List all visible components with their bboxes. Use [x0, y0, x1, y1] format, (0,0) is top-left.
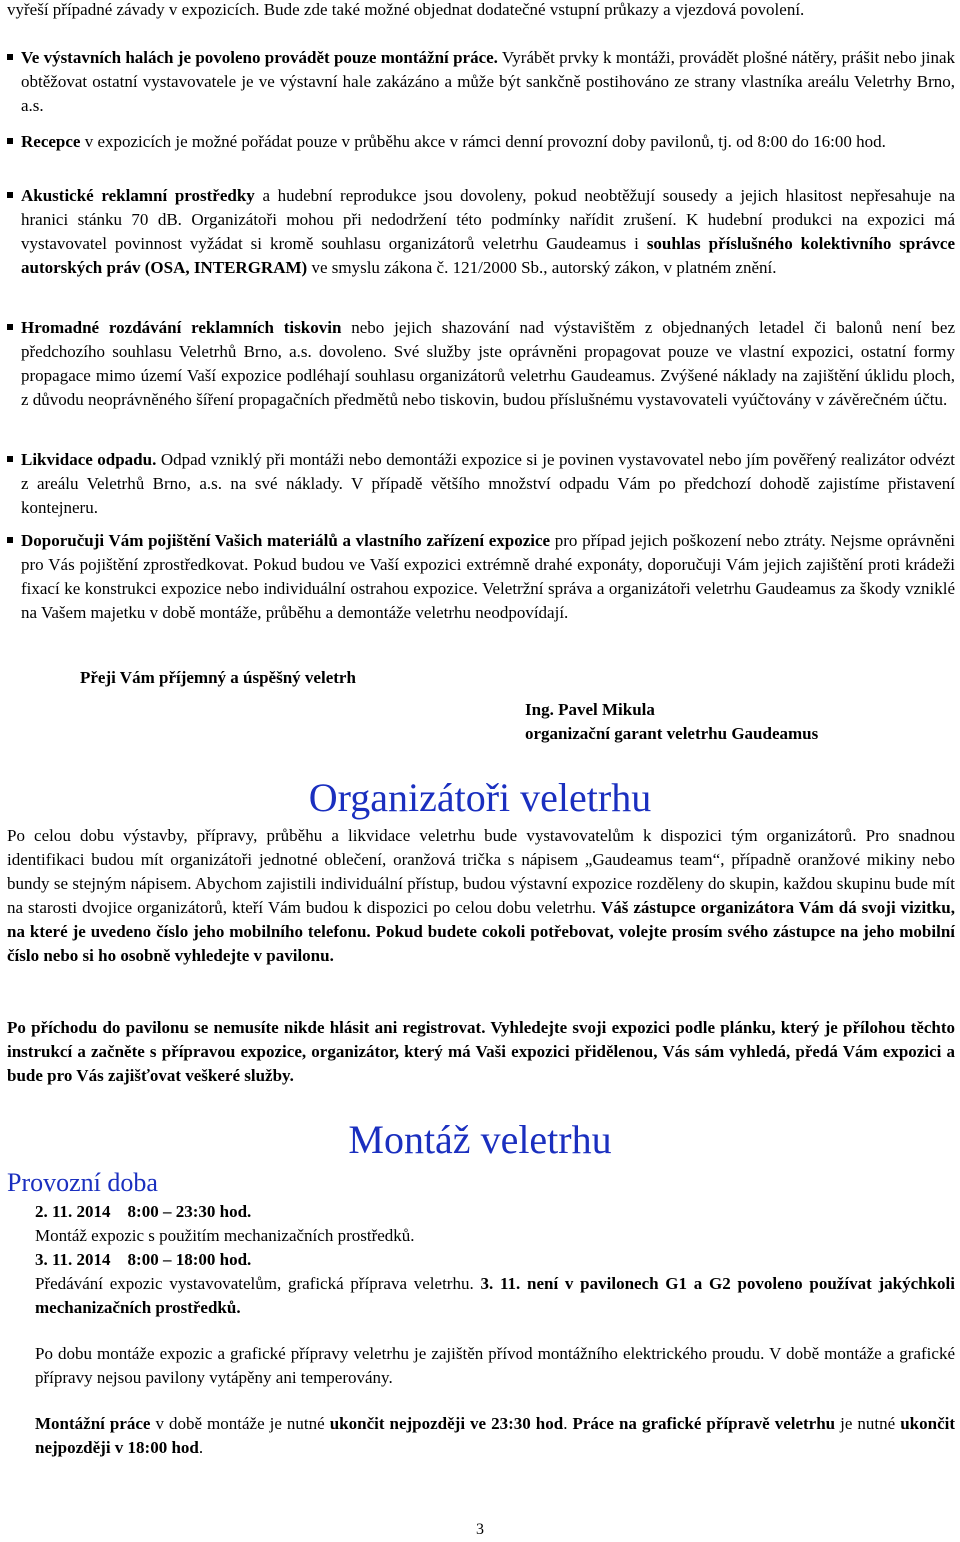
bullet-bold: Doporučuji Vám pojištění Vašich materiálů a vlastního zařízení expozice — [21, 531, 551, 550]
date-2-text: Předávání expozic vystavovatelům, grafická příprava veletrhu. — [35, 1274, 481, 1293]
organizers-bold-text-2: Po příchodu do pavilonu se nemusíte nikde hlásit ani registrovat. Vyhledejte svoji expozici podle plánku, který je přílohou těchto instrukcí a začněte s přípravou expozice, organizátor, který má Vaši expozici přidělenou, Vás sám vyhledá, předá Vám expozici a bude pro Vás zajišťovat veškeré služby. — [7, 1018, 955, 1085]
bullet-text: v expozicích je možné pořádat pouze v průběhu akce v rámci denní provozní doby pavilonů, tj. od 8:00 do 16:00 hod. — [80, 132, 886, 151]
bullet-bold: Recepce — [21, 132, 81, 151]
bullet-waste — [7, 448, 955, 520]
operating-hours-heading: Provozní doba — [7, 1168, 158, 1197]
bullet-text: a hudební reprodukce jsou dovoleny, pokud neobtěžují sousedy a jejich hlasitost nepřesahuje na hranici stánku 70 dB. Organizátoři mohou při nedodržení této podmínky nařídit zrušení. K hudební produkci na expozici má vystavovatel povinnost vyžádat si kromě souhlasu organizátorů veletrhu Gaudeamus i — [21, 186, 955, 253]
signature-name-text: Ing. Pavel Mikula — [525, 700, 655, 719]
bullet-bold-2: souhlas příslušného kolektivního správce autorských práv (OSA, INTERGRAM) — [21, 234, 955, 277]
bullet-icon — [7, 456, 13, 462]
organizers-bold-text: Váš zástupce organizátora Vám dá svoji vizitku, na které je uvedeno číslo jeho mobilního telefonu. Pokud budete cokoli potřebovat, volejte prosím svého zástupce na jeho mobilní číslo nebo si ho osobně vyhledejte v pavilonu. — [7, 898, 955, 965]
organizers-heading: Organizátoři veletrhu — [308, 775, 652, 820]
date-1: 2. 11. 2014 8:00 – 23:30 hod. — [35, 1202, 252, 1221]
deadline-text-3: je nutné — [835, 1414, 901, 1433]
date-1-text: Montáž expozic s použitím mechanizačních prostředků. — [35, 1226, 415, 1245]
bullet-icon — [7, 537, 13, 543]
bullet-reception — [7, 130, 955, 154]
power-text: Po dobu montáže expozic a grafické přípravy veletrhu je zajištěn přívod montážního elektrického proudu. V době montáže a grafické přípravy nejsou pavilony vytápěny ani temperovány. — [35, 1344, 955, 1387]
bullet-icon — [7, 54, 13, 60]
bullet-insurance — [7, 529, 955, 625]
bullet-icon — [7, 138, 13, 144]
deadline-text-4: . — [198, 1438, 204, 1457]
bullet-bold: Ve výstavních halách je povoleno provádět pouze montážní práce. — [21, 48, 498, 67]
bullet-icon — [7, 324, 13, 330]
bullet-icon — [7, 192, 13, 198]
bullet-bold: Hromadné rozdávání reklamních tiskovin — [21, 318, 342, 337]
signature-name — [525, 698, 655, 722]
organizers-paragraph-2 — [7, 1016, 955, 1088]
date-2: 3. 11. 2014 8:00 – 18:00 hod. — [35, 1250, 252, 1269]
montaz-heading: Montáž veletrhu — [348, 1117, 612, 1162]
bullet-text-2: ve smyslu zákona č. 121/2000 Sb., autorský zákon, v platném znění. — [307, 258, 777, 277]
deadline-text-2: . — [563, 1414, 573, 1433]
date-row-2 — [35, 1248, 251, 1272]
bullet-text: Odpad vzniklý při montáži nebo demontáži expozice si je povinen vystavovatel nebo jím pověřený realizátor odvézt z areálu Veletrhů Brno, a.s. na své náklady. V případě většího množství odpadu Vám po předchozí dohodě zajistíme přistavení kontejneru. — [21, 450, 956, 517]
deadline-paragraph — [35, 1412, 955, 1460]
deadline-bold-2: ukončit nejpozději ve 23:30 hod — [329, 1414, 564, 1433]
organizers-text: Po celou dobu výstavby, přípravy, průběhu a likvidace veletrhu bude vystavovatelům k dispozici tým organizátorů. Pro snadnou identifikaci budou mít organizátoři jednotné oblečení, oranžová trička s nápisem „Gaudeamus team“, případně oranžové mikiny nebo bundy se stejným nápisem. Abychom zajistili individuální přístup, budou výstavní expozice rozděleny do skupin, každou skupinu bude mít na starosti dvojice organizátorů, kteří Vám budou k dispozici po celou dobu veletrhu. — [7, 826, 955, 917]
bullet-bold: Akustické reklamní prostředky — [21, 186, 255, 205]
intro-paragraph — [7, 0, 955, 22]
date-2-bold: 3. 11. není v pavilonech G1 a G2 povoleno používat jakýchkoli mechanizačních prostředků. — [35, 1274, 955, 1317]
closing-wish-text: Přeji Vám příjemný a úspěšný veletrh — [80, 668, 356, 687]
bullet-bold: Likvidace odpadu. — [21, 450, 157, 469]
deadline-text-1: v době montáže je nutné — [150, 1414, 330, 1433]
bullet-text: nebo jejich shazování nad výstavištěm z objednaných letadel či balonů není bez předchozího souhlasu Veletrhů Brno, a.s. dovoleno. Své služby jste oprávněni propagovat pouze ve vlastní expozici, ostatní formy propagace mimo území Vaší expozice podléhají souhlasu organizátorů veletrhu Gaudeamus. Zvýšené náklady na zajištění úklidu ploch, z důvodu neoprávněného šíření propagačních předmětů nebo tiskovin, budou příslušnému vystavovateli vyúčtovány v závěrečném účtu. — [21, 318, 955, 409]
intro-text: vyřeší případné závady v expozicích. Bude zde také možné objednat dodatečné vstupní průkazy a vjezdová povolení. — [7, 0, 805, 19]
signature-role — [525, 722, 818, 746]
signature-role-text: organizační garant veletrhu Gaudeamus — [525, 724, 819, 743]
bullet-montage-only — [7, 46, 955, 118]
date-row-1 — [35, 1200, 251, 1224]
power-paragraph — [35, 1342, 955, 1390]
date-row-2-desc — [35, 1272, 955, 1320]
date-row-1-desc — [35, 1224, 415, 1248]
deadline-bold-4: ukončit nejpozději v 18:00 hod — [35, 1414, 955, 1457]
bullet-acoustic — [7, 184, 955, 280]
bullet-text: pro případ jejich poškození nebo ztráty. Nejsme oprávněni pro Vás pojištění zprostředkovat. Pokud budou ve Vaší expozici extrémně drahé exponáty, doporučuji Vám jejich zajištění proti krádeži fixací ke konstrukci expozice nebo individuální ostrahou expozice. Veletržní správa a organizátoři veletrhu Gaudeamus za škody vzniklé na Vašem majetku v době montáže, průběhu a demontáže veletrhu neodpovídají. — [21, 531, 955, 622]
bullet-text: Vyrábět prvky k montáži, provádět plošné nátěry, prášit nebo jinak obtěžovat ostatní vystavovatele je ve výstavní hale zakázáno a může být sankčně postihováno ze strany vlastníka areálu Veletrhy Brno, a.s. — [21, 48, 955, 115]
closing-wish — [80, 666, 356, 690]
page-number: 3 — [476, 1521, 484, 1538]
bullet-leaflets — [7, 316, 955, 412]
deadline-bold-1: Montážní práce — [35, 1414, 151, 1433]
deadline-bold-3: Práce na grafické přípravě veletrhu — [572, 1414, 836, 1433]
organizers-paragraph-1 — [7, 824, 955, 968]
